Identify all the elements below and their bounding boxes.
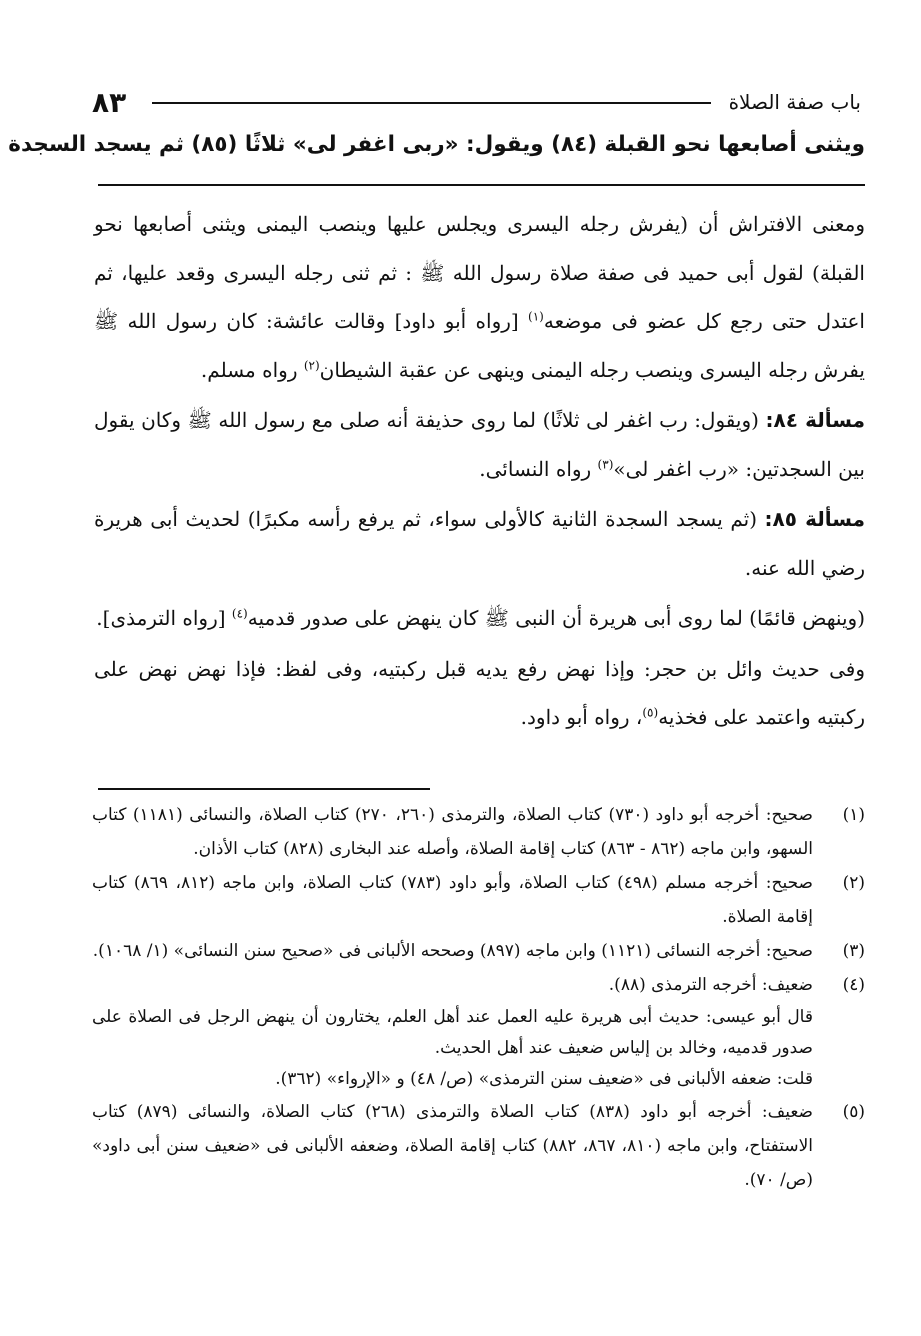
paragraph-text: ومعنى الافتراش أن (يفرش رجله اليسرى ويجلس عليها وينصب اليمنى ويثنى أصابعها نحو القبلة) لقول أبى حميد فى صفة صلاة رسول الله ﷺ : ثم ثنى رجله اليسرى وقعد عليها، ثم اعتدل حتى رجع كل عضو فى موضعه (94, 212, 865, 333)
paragraph-text: [رواه أبو داود] وقالت عائشة: كان رسول الله ﷺ يفرش رجله اليسرى وينصب رجله اليمنى وينهى عن عقبة الشيطان (94, 309, 865, 382)
commentary-body (94, 200, 865, 742)
footnote-3 (92, 934, 865, 968)
masala-84 (94, 396, 865, 493)
footnote-4-note: قلت: ضعفه الألبانى فى «ضعيف سنن الترمذى» (ص/ ٤٨) و «الإرواء» (٣٦٢). (275, 1069, 813, 1089)
paragraph-wail (94, 645, 865, 742)
footnote-ref[interactable]: (٥) (642, 705, 659, 720)
paragraph-nahd (94, 594, 865, 643)
paragraph-text: (وينهض قائمًا) لما روى أبى هريرة أن النبى ﷺ كان ينهض على صدور قدميه (247, 606, 865, 630)
footnote-number: (٣) (842, 941, 865, 961)
footnote-number: (٤) (842, 975, 865, 995)
masala-label: مسألة (797, 408, 865, 432)
footnote-number: (١) (842, 805, 865, 825)
footnote-text: ضعيف: أخرجه أبو داود (٨٣٨) كتاب الصلاة والترمذى (٢٦٨) كتاب الصلاة، والنسائى (٨٧٩) كتاب الاستفتاح، وابن ماجه (٨١٠، ٨٦٧، ٨٨٢) كتاب إقامة الصلاة، وضعفه الألبانى فى «ضعيف سنن أبى داود» (ص/ ٧٠). (92, 1102, 814, 1190)
footnote-number: (٢) (842, 873, 865, 893)
footnote-ref[interactable]: (٣) (597, 456, 614, 471)
masala-number: ٨٤: (765, 408, 798, 432)
paragraph-text: (ثم يسجد السجدة الثانية كالأولى سواء، ثم يرفع رأسه مكبرًا) لحديث أبى هريرة رضي الله عنه. (94, 507, 865, 580)
footnote-4-comment: قال أبو عيسى: حديث أبى هريرة عليه العمل عند أهل العلم، يختارون أن ينهض الرجل فى الصلاة على صدور قدميه، وخالد بن إلياس ضعيف عند أهل الحديث. (92, 1007, 813, 1058)
paragraph-text: (ويقول: رب اغفر لى ثلاثًا) لما روى حذيفة أنه صلى مع رسول الله ﷺ وكان يقول بين السجدتين: «رب اغفر لى» (94, 408, 865, 481)
paragraph-text: رواه مسلم. (200, 357, 304, 382)
footnote-text: صحيح: أخرجه مسلم (٤٩٨) كتاب الصلاة، وأبو داود (٧٨٣) كتاب الصلاة، وابن ماجه (٨١٢، ٨٦٩) كتاب إقامة الصلاة. (92, 873, 813, 927)
matn-line: ويثنى أصابعها نحو القبلة (٨٤) ويقول: «ربى اغفر لى» ثلاثًا (٨٥) ثم يسجد السجدة (8, 132, 865, 157)
footnote-number: (٥) (842, 1102, 865, 1122)
footnote-2 (92, 866, 865, 934)
header-rule (152, 102, 711, 104)
footnote-text: صحيح: أخرجه النسائى (١١٢١) وابن ماجه (٨٩٧) وصححه الألبانى فى «صحيح سنن النسائى» (١/ ١٠٦٨). (92, 941, 813, 961)
footnote-ref[interactable]: (٤) (231, 606, 248, 621)
masala-label: مسألة (796, 507, 865, 531)
footnote-text: ضعيف: أخرجه الترمذى (٨٨). (608, 975, 813, 995)
footnotes (92, 798, 865, 1197)
footnote-4 (92, 968, 865, 1002)
paragraph-text: وفى حديث وائل بن حجر: وإذا نهض رفع يديه قبل ركبتيه، وفى لفظ: فإذا نهض نهض على ركبتيه واعتمد على فخذيه (94, 656, 865, 729)
page-number: ٨٣ (92, 86, 127, 119)
masala-85 (94, 495, 865, 592)
page-header (92, 86, 861, 126)
footnote-text: صحيح: أخرجه أبو داود (٧٣٠) كتاب الصلاة، والترمذى (٢٦٠، ٢٧٠) كتاب الصلاة، والنسائى (١١٨١) كتاب السهو، وابن ماجه (٨٦٢ - ٨٦٣) كتاب إقامة الصلاة، وأصله عند البخارى (٨٢٨) كتاب الأذان. (92, 805, 813, 859)
footnote-rule (98, 788, 430, 790)
paragraph-text: ، رواه أبو داود. (520, 705, 643, 729)
footnote-5 (92, 1095, 865, 1197)
matn-rule (98, 184, 865, 186)
footnote-ref[interactable]: (٢) (303, 357, 320, 372)
footnote-1 (92, 798, 865, 866)
footnote-ref[interactable]: (١) (528, 309, 544, 324)
paragraph-text: رواه النسائى. (479, 456, 598, 481)
masala-number: ٨٥: (764, 507, 797, 531)
paragraph-iftirash (94, 200, 865, 394)
paragraph-text: [رواه الترمذى]. (96, 606, 232, 630)
running-title: باب صفة الصلاة (728, 90, 861, 114)
